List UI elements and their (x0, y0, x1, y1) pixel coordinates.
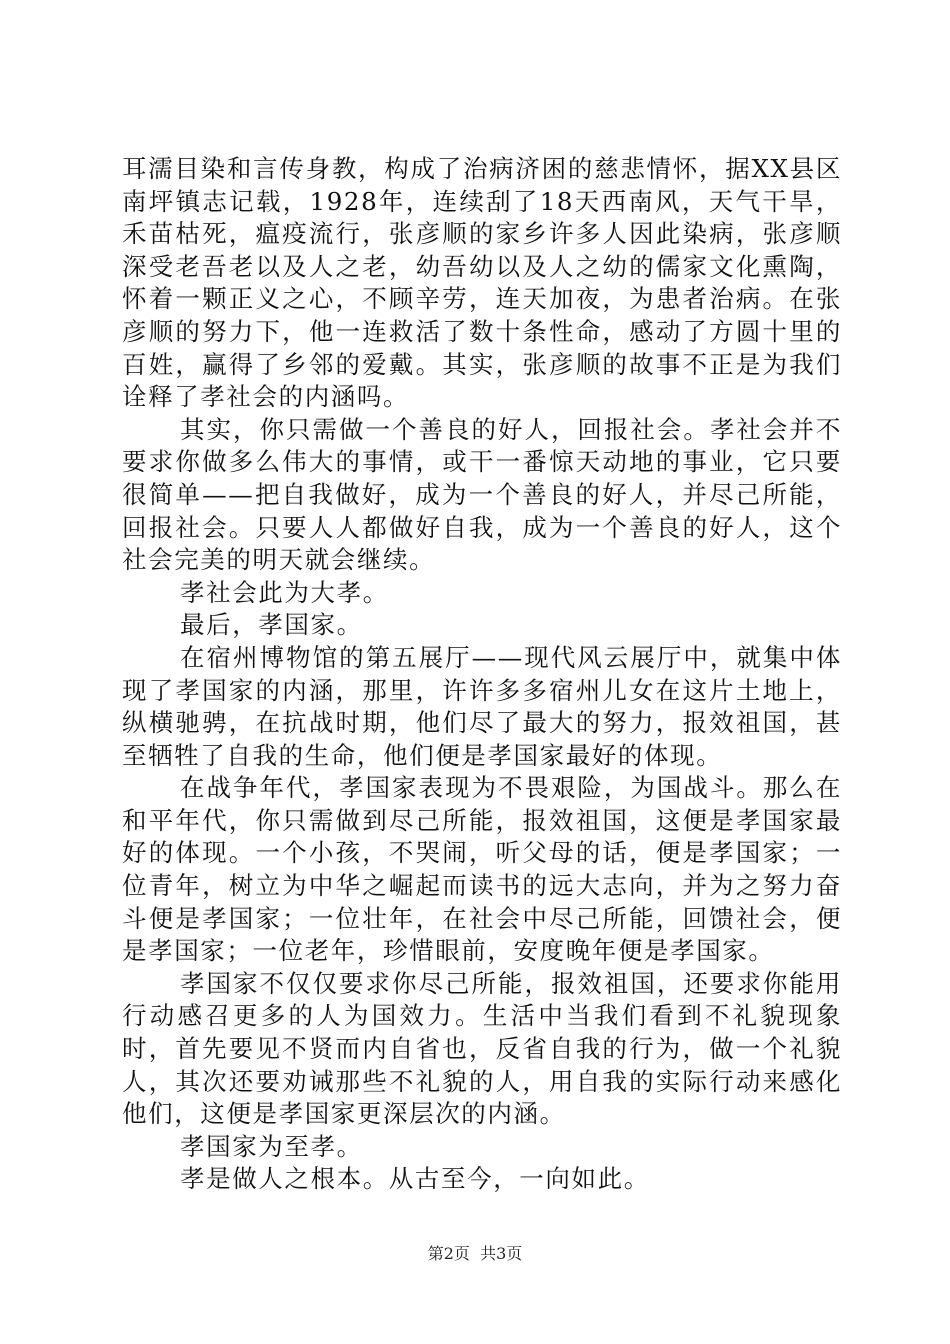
paragraph: 孝国家为至孝。 (180, 1131, 363, 1161)
paragraph: 孝社会此为大孝。 (180, 577, 389, 607)
paragraph: 最后，孝国家。 (180, 610, 363, 640)
page-number: 第2页 共3页 (427, 1244, 523, 1263)
paragraph: 在宿州博物馆的第五展厅——现代风云展厅中，就集中体现了孝国家的内涵，那里，许许多多宿州儿女在这片土地上，纵横驰骋，在抗战时期，他们尽了最大的努力，报效祖国，甚至牺牲了自我的生命，他们便是孝国家最好的体现。 (122, 642, 842, 770)
paragraph: 其实，你只需做一个善良的好人，回报社会。孝社会并不要求你做多么伟大的事情，或干一番惊天动地的事业，它只要很简单——把自我做好，成为一个善良的好人，并尽己所能，回报社会。只要人人都做好自我，成为一个善良的好人，这个社会完美的明天就会继续。 (122, 414, 842, 575)
paragraph: 孝是做人之根本。从古至今，一向如此。 (180, 1164, 650, 1194)
page-footer (0, 1244, 950, 1264)
document-body (122, 153, 842, 1196)
paragraph: 在战争年代，孝国家表现为不畏艰险，为国战斗。那么在和平年代，你只需做到尽己所能，报效祖国，这便是孝国家最好的体现。一个小孩，不哭闹，听父母的话，便是孝国家；一位青年，树立为中华之崛起而读书的远大志向，并为之努力奋斗便是孝国家；一位壮年，在社会中尽己所能，回馈社会，便是孝国家；一位老年，珍惜眼前，安度晚年便是孝国家。 (122, 773, 842, 966)
paragraph: 孝国家不仅仅要求你尽己所能，报效祖国，还要求你能用行动感召更多的人为国效力。生活中当我们看到不礼貌现象时，首先要见不贤而内自省也，反省自我的行为，做一个礼貌人，其次还要劝诫那些不礼貌的人，用自我的实际行动来感化他们，这便是孝国家更深层次的内涵。 (122, 968, 842, 1129)
paragraph: 耳濡目染和言传身教，构成了治病济困的慈悲情怀，据XX县区南坪镇志记载，1928年，连续刮了18天西南风，天气干旱，禾苗枯死，瘟疫流行，张彦顺的家乡许多人因此染病，张彦顺深受老吾老以及人之老，幼吾幼以及人之幼的儒家文化熏陶，怀着一颗正义之心，不顾辛劳，连天加夜，为患者治病。在张彦顺的努力下，他一连救活了数十条性命，感动了方圆十里的百姓，赢得了乡邻的爱戴。其实，张彦顺的故事不正是为我们诠释了孝社会的内涵吗。 (122, 154, 842, 412)
